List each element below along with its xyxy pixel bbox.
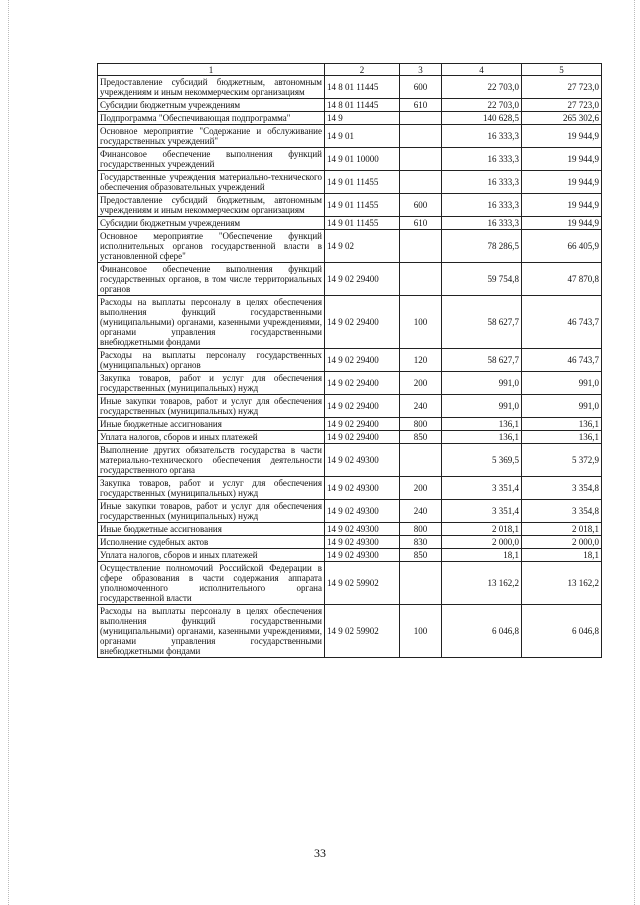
row-name: Финансовое обеспечение выполнения функций государственных органов, в том числе территориальных органов xyxy=(98,263,325,296)
header-row xyxy=(98,64,602,76)
row-value-col4: 3 351,4 xyxy=(442,500,522,523)
row-value-col5: 136,1 xyxy=(522,418,602,431)
row-name: Финансовое обеспечение выполнения функций государственных учреждений xyxy=(98,148,325,171)
row-expense-type xyxy=(400,125,442,148)
row-value-col4: 16 333,3 xyxy=(442,217,522,230)
row-expense-type: 600 xyxy=(400,194,442,217)
row-name: Закупка товаров, работ и услуг для обеспечения государственных (муниципальных) нужд xyxy=(98,477,325,500)
row-value-col5: 19 944,9 xyxy=(522,171,602,194)
row-value-col4: 58 627,7 xyxy=(442,296,522,349)
row-code: 14 9 02 29400 xyxy=(325,296,400,349)
row-name: Иные закупки товаров, работ и услуг для обеспечения государственных (муниципальных) нужд xyxy=(98,500,325,523)
row-code: 14 9 02 29400 xyxy=(325,395,400,418)
row-code: 14 8 01 11445 xyxy=(325,99,400,112)
table-row xyxy=(98,125,602,148)
scan-edge-left xyxy=(8,0,10,905)
row-value-col5: 46 743,7 xyxy=(522,296,602,349)
row-code: 14 9 02 29400 xyxy=(325,349,400,372)
row-name: Уплата налогов, сборов и иных платежей xyxy=(98,431,325,444)
table-row xyxy=(98,171,602,194)
table-row xyxy=(98,217,602,230)
header-cell-4: 4 xyxy=(442,64,522,76)
row-name: Субсидии бюджетным учреждениям xyxy=(98,217,325,230)
row-expense-type xyxy=(400,263,442,296)
row-code: 14 9 02 59902 xyxy=(325,562,400,605)
row-expense-type: 200 xyxy=(400,477,442,500)
table-row xyxy=(98,349,602,372)
row-name: Уплата налогов, сборов и иных платежей xyxy=(98,549,325,562)
row-expense-type: 600 xyxy=(400,76,442,99)
header-cell-3: 3 xyxy=(400,64,442,76)
row-value-col5: 19 944,9 xyxy=(522,217,602,230)
table-row xyxy=(98,523,602,536)
table-row xyxy=(98,148,602,171)
row-value-col5: 2 000,0 xyxy=(522,536,602,549)
table-row xyxy=(98,230,602,263)
row-value-col4: 140 628,5 xyxy=(442,112,522,125)
row-code: 14 9 xyxy=(325,112,400,125)
row-name: Выполнение других обязательств государства в части материально-технического обеспечения деятельности государственного органа xyxy=(98,444,325,477)
row-code: 14 9 02 29400 xyxy=(325,263,400,296)
row-code: 14 9 02 29400 xyxy=(325,418,400,431)
row-value-col5: 991,0 xyxy=(522,395,602,418)
row-code: 14 9 02 59902 xyxy=(325,605,400,658)
row-value-col4: 991,0 xyxy=(442,372,522,395)
table-row xyxy=(98,418,602,431)
row-value-col5: 2 018,1 xyxy=(522,523,602,536)
row-name: Основное мероприятие "Обеспечение функций исполнительных органов государственной власти в установленной сфере" xyxy=(98,230,325,263)
row-code: 14 9 02 49300 xyxy=(325,500,400,523)
row-value-col5: 66 405,9 xyxy=(522,230,602,263)
table-row xyxy=(98,605,602,658)
row-value-col4: 5 369,5 xyxy=(442,444,522,477)
table-body xyxy=(98,76,602,658)
table-row xyxy=(98,477,602,500)
row-value-col4: 58 627,7 xyxy=(442,349,522,372)
row-expense-type: 800 xyxy=(400,418,442,431)
budget-table xyxy=(97,63,602,658)
row-expense-type: 120 xyxy=(400,349,442,372)
row-name: Расходы на выплаты персоналу в целях обеспечения выполнения функций государственными (муниципальными) органами, казенными учреждениями, органами управления государственными внебюджетными фондами xyxy=(98,296,325,349)
row-value-col5: 46 743,7 xyxy=(522,349,602,372)
row-value-col4: 18,1 xyxy=(442,549,522,562)
row-expense-type: 800 xyxy=(400,523,442,536)
header-cell-1: 1 xyxy=(98,64,325,76)
table-row xyxy=(98,536,602,549)
header-cell-5: 5 xyxy=(522,64,602,76)
row-code: 14 9 02 49300 xyxy=(325,523,400,536)
row-value-col4: 136,1 xyxy=(442,418,522,431)
row-code: 14 9 02 49300 xyxy=(325,536,400,549)
row-value-col5: 6 046,8 xyxy=(522,605,602,658)
row-value-col4: 3 351,4 xyxy=(442,477,522,500)
row-expense-type: 830 xyxy=(400,536,442,549)
table-row xyxy=(98,395,602,418)
row-expense-type xyxy=(400,562,442,605)
row-value-col4: 59 754,8 xyxy=(442,263,522,296)
row-name: Предоставление субсидий бюджетным, автономным учреждениям и иным некоммерческим организациям xyxy=(98,194,325,217)
table-row xyxy=(98,296,602,349)
row-code: 14 9 01 11455 xyxy=(325,217,400,230)
row-name: Субсидии бюджетным учреждениям xyxy=(98,99,325,112)
table-row xyxy=(98,112,602,125)
row-value-col5: 991,0 xyxy=(522,372,602,395)
row-name: Расходы на выплаты персоналу в целях обеспечения выполнения функций государственными (муниципальными) органами, казенными учреждениями, органами управления государственными внебюджетными фондами xyxy=(98,605,325,658)
table-row xyxy=(98,76,602,99)
row-value-col5: 3 354,8 xyxy=(522,477,602,500)
row-name: Расходы на выплаты персоналу государственных (муниципальных) органов xyxy=(98,349,325,372)
row-value-col5: 136,1 xyxy=(522,431,602,444)
table-row xyxy=(98,372,602,395)
row-code: 14 9 01 xyxy=(325,125,400,148)
table-row xyxy=(98,194,602,217)
row-code: 14 9 02 xyxy=(325,230,400,263)
row-value-col4: 22 703,0 xyxy=(442,99,522,112)
header-cell-2: 2 xyxy=(325,64,400,76)
row-value-col5: 19 944,9 xyxy=(522,148,602,171)
row-value-col4: 16 333,3 xyxy=(442,148,522,171)
row-code: 14 9 01 10000 xyxy=(325,148,400,171)
row-name: Исполнение судебных актов xyxy=(98,536,325,549)
row-value-col5: 47 870,8 xyxy=(522,263,602,296)
row-value-col5: 27 723,0 xyxy=(522,76,602,99)
row-value-col4: 16 333,3 xyxy=(442,194,522,217)
row-expense-type: 240 xyxy=(400,395,442,418)
row-name: Основное мероприятие "Содержание и обслуживание государственных учреждений" xyxy=(98,125,325,148)
row-expense-type: 850 xyxy=(400,549,442,562)
row-code: 14 8 01 11445 xyxy=(325,76,400,99)
row-value-col4: 78 286,5 xyxy=(442,230,522,263)
row-value-col5: 265 302,6 xyxy=(522,112,602,125)
row-name: Иные бюджетные ассигнования xyxy=(98,418,325,431)
row-value-col4: 22 703,0 xyxy=(442,76,522,99)
row-value-col4: 2 000,0 xyxy=(442,536,522,549)
row-value-col5: 3 354,8 xyxy=(522,500,602,523)
table-row xyxy=(98,549,602,562)
row-code: 14 9 01 11455 xyxy=(325,171,400,194)
row-value-col5: 5 372,9 xyxy=(522,444,602,477)
row-expense-type xyxy=(400,112,442,125)
row-expense-type: 610 xyxy=(400,99,442,112)
row-value-col4: 16 333,3 xyxy=(442,171,522,194)
row-name: Предоставление субсидий бюджетным, автономным учреждениям и иным некоммерческим организациям xyxy=(98,76,325,99)
row-name: Закупка товаров, работ и услуг для обеспечения государственных (муниципальных) нужд xyxy=(98,372,325,395)
row-expense-type: 610 xyxy=(400,217,442,230)
row-expense-type: 100 xyxy=(400,296,442,349)
row-value-col4: 6 046,8 xyxy=(442,605,522,658)
row-expense-type xyxy=(400,230,442,263)
row-code: 14 9 02 49300 xyxy=(325,549,400,562)
row-value-col5: 18,1 xyxy=(522,549,602,562)
row-expense-type xyxy=(400,171,442,194)
row-expense-type: 100 xyxy=(400,605,442,658)
row-name: Подпрограмма "Обеспечивающая подпрограмма" xyxy=(98,112,325,125)
row-expense-type xyxy=(400,444,442,477)
table-row xyxy=(98,500,602,523)
row-value-col5: 19 944,9 xyxy=(522,125,602,148)
row-value-col4: 2 018,1 xyxy=(442,523,522,536)
row-code: 14 9 02 49300 xyxy=(325,444,400,477)
row-name: Государственные учреждения материально-технического обеспечения образовательных учреждений xyxy=(98,171,325,194)
row-code: 14 9 02 29400 xyxy=(325,431,400,444)
row-code: 14 9 02 49300 xyxy=(325,477,400,500)
table-row xyxy=(98,444,602,477)
row-value-col4: 991,0 xyxy=(442,395,522,418)
row-code: 14 9 02 29400 xyxy=(325,372,400,395)
page-number: 33 xyxy=(314,846,326,860)
row-expense-type: 200 xyxy=(400,372,442,395)
row-value-col5: 13 162,2 xyxy=(522,562,602,605)
row-name: Иные бюджетные ассигнования xyxy=(98,523,325,536)
row-name: Осуществление полномочий Российской Федерации в сфере образования в части содержания аппарата уполномоченного исполнительного органа государственной власти xyxy=(98,562,325,605)
row-name: Иные закупки товаров, работ и услуг для обеспечения государственных (муниципальных) нужд xyxy=(98,395,325,418)
row-value-col4: 13 162,2 xyxy=(442,562,522,605)
table-row xyxy=(98,263,602,296)
table-row xyxy=(98,431,602,444)
row-expense-type xyxy=(400,148,442,171)
row-value-col5: 19 944,9 xyxy=(522,194,602,217)
row-value-col5: 27 723,0 xyxy=(522,99,602,112)
table-row xyxy=(98,99,602,112)
row-expense-type: 850 xyxy=(400,431,442,444)
row-expense-type: 240 xyxy=(400,500,442,523)
table-row xyxy=(98,562,602,605)
row-value-col4: 136,1 xyxy=(442,431,522,444)
row-value-col4: 16 333,3 xyxy=(442,125,522,148)
row-code: 14 9 01 11455 xyxy=(325,194,400,217)
scan-edge-right xyxy=(634,0,636,905)
